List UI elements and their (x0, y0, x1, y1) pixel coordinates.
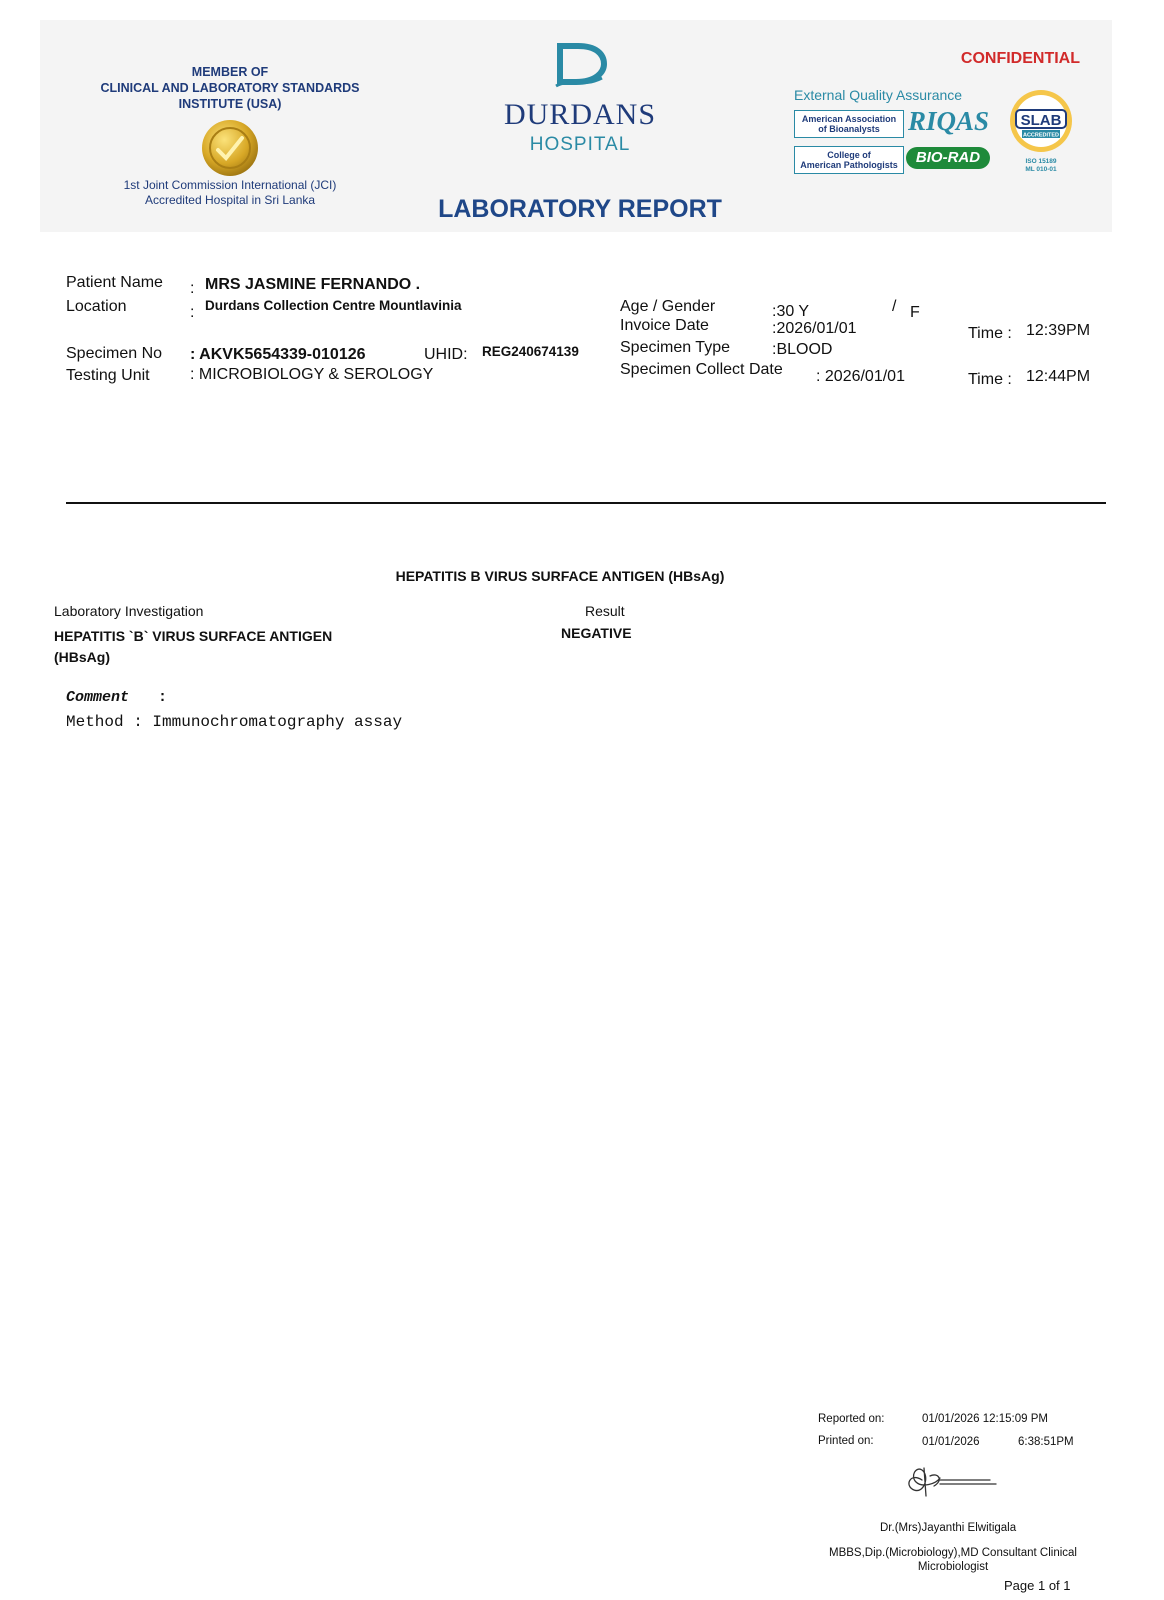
iso-line-2: ML 010-01 (1025, 166, 1057, 173)
jci-gold-seal-icon (200, 118, 260, 178)
uhid-label: UHID: (424, 346, 468, 363)
confidential-label: CONFIDENTIAL (960, 50, 1080, 67)
qualifications-line-1: MBBS,Dip.(Microbiology),MD Consultant Clinical (829, 1547, 1077, 1559)
collect-date-label: Specimen Collect Date (620, 361, 783, 378)
result-header: Result (585, 603, 625, 619)
time-value-1: 12:39PM (1026, 322, 1091, 339)
investigation-header: Laboratory Investigation (54, 603, 204, 619)
location-label: Location (66, 298, 127, 315)
patient-name-value: MRS JASMINE FERNANDO . (205, 276, 421, 293)
patient-name-colon: : (190, 280, 195, 297)
patient-name-label: Patient Name (66, 274, 163, 291)
investigation-line-2: (HBsAg) (54, 649, 110, 665)
specimen-no-label: Specimen No (66, 345, 163, 362)
printed-on-time: 6:38:51PM (1018, 1436, 1074, 1448)
clsi-membership (80, 64, 380, 112)
specimen-type-label: Specimen Type (620, 339, 730, 356)
age-value: :30 Y (772, 303, 810, 320)
jci-accreditation (100, 178, 360, 208)
jci-line-1: 1st Joint Commission International (JCI) (123, 178, 337, 192)
qualifications-line-2: Microbiologist (917, 1561, 989, 1573)
cap-line-1: College of (827, 150, 871, 160)
jci-line-2: Accredited Hospital in Sri Lanka (144, 193, 316, 207)
gender-value: F (910, 304, 920, 321)
comment-colon: : (158, 689, 168, 706)
biorad-logo: BIO-RAD (906, 147, 990, 169)
time-label-2: Time : (968, 371, 1012, 388)
riqas-logo: RIQAS (908, 106, 990, 136)
member-line-3: INSTITUTE (USA) (178, 97, 282, 111)
divider (66, 502, 1106, 504)
comment-label: Comment (66, 689, 130, 706)
location-colon: : (190, 304, 195, 321)
iso-certification (1008, 158, 1074, 174)
page-number: Page 1 of 1 (1004, 1578, 1071, 1593)
location-value: Durdans Collection Centre Mountlavinia (205, 298, 462, 313)
method-text: Method : Immunochromatography assay (66, 713, 403, 731)
doctor-name: Dr.(Mrs)Jayanthi Elwitigala (880, 1522, 1017, 1534)
invoice-date-value: :2026/01/01 (772, 320, 857, 337)
reported-on-label: Reported on: (818, 1413, 885, 1425)
reported-on-value: 01/01/2026 12:15:09 PM (922, 1413, 1048, 1425)
testing-unit-value: : MICROBIOLOGY & SEROLOGY (190, 366, 434, 383)
test-title: HEPATITIS B VIRUS SURFACE ANTIGEN (HBsAg) (395, 568, 725, 584)
time-label-1: Time : (968, 325, 1012, 342)
hospital-subtitle: HOSPITAL (529, 134, 631, 155)
result-value: NEGATIVE (561, 625, 632, 641)
slab-sub-text: ACCREDITED (1022, 132, 1060, 139)
cap-badge (794, 146, 904, 174)
durdans-logo-icon (552, 42, 608, 90)
specimen-type-value: :BLOOD (772, 341, 833, 358)
investigation-line-1: HEPATITIS `B` VIRUS SURFACE ANTIGEN (54, 628, 333, 644)
collect-date-value: : 2026/01/01 (816, 368, 905, 385)
gender-slash: / (892, 298, 897, 315)
aab-badge (794, 110, 904, 138)
age-gender-label: Age / Gender (620, 298, 716, 315)
hospital-name: DURDANS (503, 98, 657, 131)
aab-line-1: American Association (801, 114, 897, 124)
doctor-signature (900, 1462, 1000, 1502)
printed-on-date: 01/01/2026 (922, 1436, 980, 1448)
aab-line-2: of Bioanalysts (818, 124, 880, 134)
invoice-date-label: Invoice Date (620, 317, 709, 334)
testing-unit-label: Testing Unit (66, 367, 150, 384)
slab-accreditation-icon (1008, 88, 1074, 154)
member-line-2: CLINICAL AND LABORATORY STANDARDS (100, 81, 360, 95)
specimen-no-value: : AKVK5654339-010126 (190, 346, 366, 363)
member-line-1: MEMBER OF (191, 65, 269, 79)
slab-text: SLAB (1020, 112, 1062, 129)
printed-on-label: Printed on: (818, 1435, 874, 1447)
cap-line-2: American Pathologists (800, 160, 898, 170)
report-title: LABORATORY REPORT (438, 195, 722, 223)
investigation-name (54, 626, 332, 668)
uhid-value: REG240674139 (482, 344, 579, 359)
eqa-title: External Quality Assurance (794, 87, 963, 103)
iso-line-1: ISO 15189 (1025, 158, 1057, 165)
time-value-2: 12:44PM (1026, 368, 1091, 385)
doctor-qualifications (818, 1546, 1088, 1574)
